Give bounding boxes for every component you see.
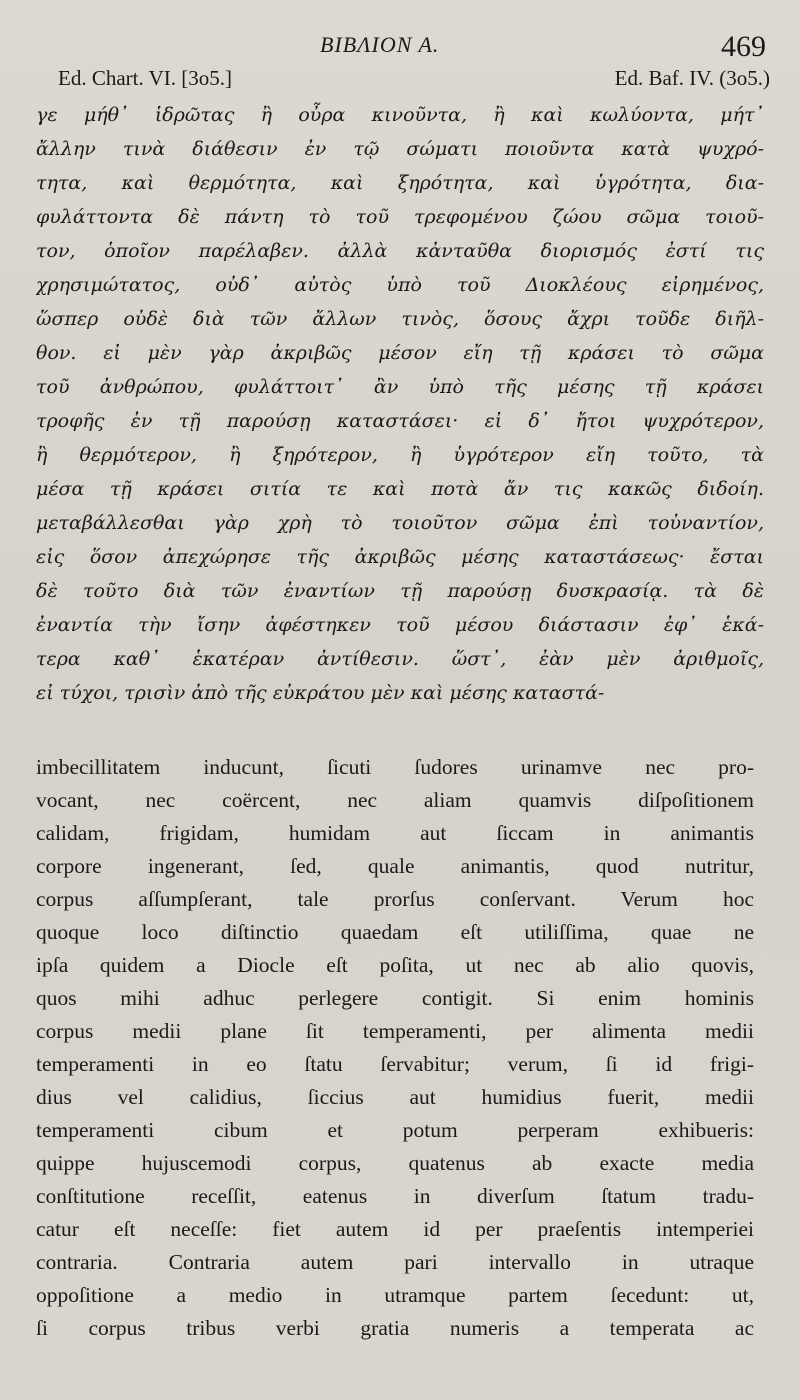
- latin-text-line: temperamenti in eo ſtatu ſervabitur; verum, ſi id frigi-: [36, 1052, 754, 1076]
- greek-text-block: [36, 98, 764, 710]
- greek-text-line: φυλάττοντα δὲ πάντη τὸ τοῦ τρεφομένου ζώου σῶμα τοιοῦ-: [36, 206, 764, 228]
- latin-text-line: contraria. Contraria autem pari intervallo in utraque: [36, 1250, 754, 1274]
- running-title: ΒΙΒΛΙΟΝ Α.: [320, 32, 440, 57]
- latin-text-line: imbecillitatem inducunt, ſicuti ſudores urinamve nec pro-: [36, 755, 754, 779]
- greek-text-line: τον, ὁποῖον παρέλαβεν. ἀλλὰ κἀνταῦθα διορισμός ἐστί τις: [36, 240, 764, 262]
- greek-text-line: ἄλλην τινὰ διάθεσιν ἐν τῷ σώματι ποιοῦντα κατὰ ψυχρό-: [36, 138, 764, 160]
- latin-text-line: conſtitutione receſſit, eatenus in diverſum ſtatum tradu-: [36, 1184, 754, 1208]
- greek-text-line: τοῦ ἀνθρώπου, φυλάττοιτ᾿ ἂν ὑπὸ τῆς μέσης τῇ κράσει: [36, 376, 764, 398]
- page-number: 469: [721, 30, 766, 63]
- greek-text-line: ἢ θερμότερον, ἢ ξηρότερον, ἢ ὑγρότερον εἴη τοῦτο, τὰ: [36, 444, 764, 466]
- greek-text-line: ὥσπερ οὐδὲ διὰ τῶν ἄλλων τινὸς, ὅσους ἄχρι τοῦδε διῆλ-: [36, 308, 764, 330]
- latin-text-line: quos mihi adhuc perlegere contigit. Si enim hominis: [36, 986, 754, 1010]
- greek-text-line: γε μήθ᾿ ἱδρῶτας ἢ οὖρα κινοῦντα, ἢ καὶ κωλύοντα, μήτ᾿: [36, 104, 764, 126]
- latin-text-line: calidam, frigidam, humidam aut ſiccam in animantis: [36, 821, 754, 845]
- edition-references: [58, 66, 770, 96]
- latin-text-line: catur eſt neceſſe: fiet autem id per praeſentis intemperiei: [36, 1217, 754, 1241]
- latin-text-line: temperamenti cibum et potum perperam exhibueris:: [36, 1118, 754, 1142]
- greek-text-line: δὲ τοῦτο διὰ τῶν ἐναντίων τῇ παρούσῃ δυσκρασίᾳ. τὰ δὲ: [36, 580, 764, 602]
- greek-text-line: εἰ τύχοι, τρισὶν ἀπὸ τῆς εὐκράτου μὲν καὶ μέσης καταστά-: [36, 682, 605, 704]
- latin-text-line: quoque loco diſtinctio quaedam eſt utiliſſima, quae ne: [36, 920, 754, 944]
- greek-text-line: μεταβάλλεσθαι γὰρ χρὴ τὸ τοιοῦτον σῶμα ἐπὶ τοὐναντίον,: [36, 512, 764, 534]
- greek-text-line: θον. εἰ μὲν γὰρ ἀκριβῶς μέσον εἴη τῇ κράσει τὸ σῶμα: [36, 342, 764, 364]
- running-head: [0, 28, 800, 64]
- latin-text-line: quippe hujuscemodi corpus, quatenus ab exacte media: [36, 1151, 754, 1175]
- greek-text-line: τροφῆς ἐν τῇ παρούσῃ καταστάσει· εἰ δ᾿ ἤτοι ψυχρότερον,: [36, 410, 764, 432]
- latin-text-line: corpore ingenerant, ſed, quale animantis, quod nutritur,: [36, 854, 754, 878]
- latin-text-line: corpus medii plane ſit temperamenti, per alimenta medii: [36, 1019, 754, 1043]
- greek-text-line: τερα καθ᾿ ἑκατέραν ἀντίθεσιν. ὥστ᾿, ἐὰν μὲν ἀριθμοῖς,: [36, 648, 764, 670]
- latin-text-line: ſi corpus tribus verbi gratia numeris a temperata ac: [36, 1316, 754, 1340]
- latin-text-line: dius vel calidius, ſiccius aut humidius fuerit, medii: [36, 1085, 754, 1109]
- latin-text-line: vocant, nec coërcent, nec aliam quamvis diſpoſitionem: [36, 788, 754, 812]
- edition-chartier-ref: Ed. Chart. VI. [3o5.]: [58, 66, 232, 90]
- latin-text-line: corpus aſſumpſerant, tale prorſus conſervant. Verum hoc: [36, 887, 754, 911]
- greek-text-line: χρησιμώτατος, οὐδ᾿ αὐτὸς ὑπὸ τοῦ Διοκλέους εἰρημένος,: [36, 274, 764, 296]
- edition-basel-ref: Ed. Baf. IV. (3o5.): [614, 66, 770, 90]
- greek-text-line: εἰς ὅσον ἀπεχώρησε τῆς ἀκριβῶς μέσης καταστάσεως· ἔσται: [36, 546, 764, 568]
- latin-text-line: oppoſitione a medio in utramque partem ſecedunt: ut,: [36, 1283, 754, 1307]
- latin-text-line: ipſa quidem a Diocle eſt poſita, ut nec ab alio quovis,: [36, 953, 754, 977]
- greek-text-line: μέσα τῇ κράσει σιτία τε καὶ ποτὰ ἄν τις κακῶς διδοίη.: [36, 478, 764, 500]
- greek-text-line: τητα, καὶ θερμότητα, καὶ ξηρότητα, καὶ ὑγρότητα, δια-: [36, 172, 764, 194]
- greek-text-line: ἐναντία τὴν ἴσην ἀφέστηκεν τοῦ μέσου διάστασιν ἐφ᾿ ἑκά-: [36, 614, 764, 636]
- latin-text-block: [36, 751, 754, 1345]
